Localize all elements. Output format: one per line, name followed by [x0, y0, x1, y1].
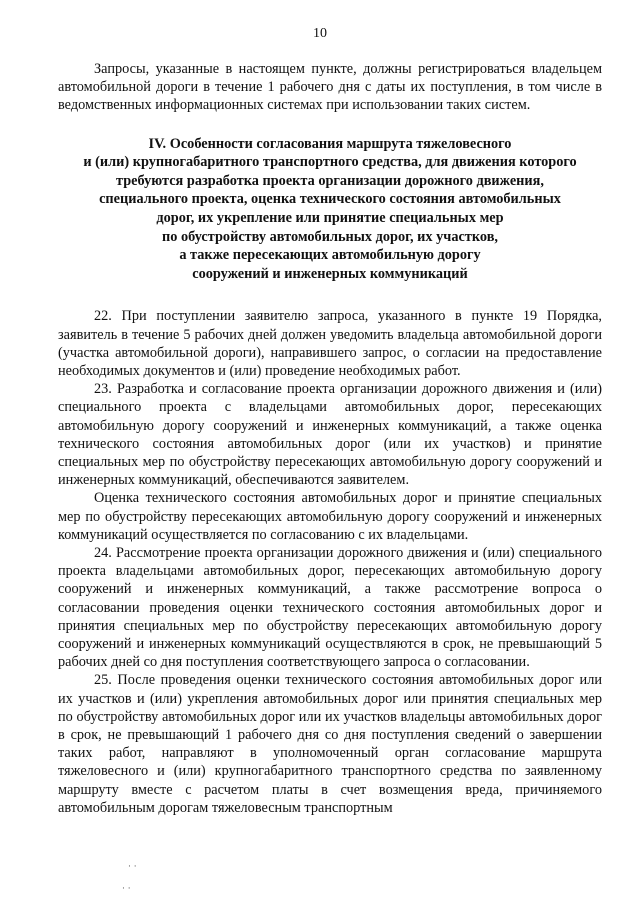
- scan-artifact-mark: · ·: [128, 862, 137, 872]
- page-content: [58, 60, 602, 817]
- paragraph-23-continued: Оценка технического состояния автомобильных дорог и принятие специальных мер по обустройству пересекающих автомобильную дорогу сооружений и инженерных коммуникаций осуществляется по согласованию с их владельцами.: [58, 490, 602, 543]
- section-heading-line: и (или) крупногабаритного транспортного средства, для движения которого: [83, 154, 577, 171]
- paragraph-24: 24. Рассмотрение проекта организации дорожного движения и (или) специального проекта владельцами автомобильных дорог, пересекающих автомобильную дорогу сооружений и инженерных коммуникаций, а также рассмотрение вопроса о согласовании проведения оценки технического состояния автомобильных дорог и принятия специальных мер по обустройству пересекающих автомобильную дорогу сооружений и инженерных коммуникаций осуществляются в срок, не превышающий 5 рабочих дней со дня поступления соответствующего запроса о согласовании.: [58, 545, 602, 671]
- section-heading-line: сооружений и инженерных коммуникаций: [192, 265, 468, 282]
- section-heading-line: дорог, их укрепление или принятие специальных мер: [156, 209, 504, 226]
- section-heading-line: требуются разработка проекта организации дорожного движения,: [116, 172, 544, 189]
- paragraph-23: 23. Разработка и согласование проекта организации дорожного движения и (или) специального проекта с владельцами автомобильных дорог, пересекающих автомобильную дорогу сооружений и инженерных коммуникаций, а также оценка технического состояния автомобильных дорог (или их участков) и принятие специальных мер по обустройству пересекающих автомобильную дорогу сооружений и инженерных коммуникаций, обеспечиваются заявителем.: [58, 381, 602, 489]
- section-heading-line: по обустройству автомобильных дорог, их участков,: [162, 228, 498, 245]
- paragraph-22: 22. При поступлении заявителю запроса, указанного в пункте 19 Порядка, заявитель в течение 5 рабочих дней должен уведомить владельца автомобильной дороги (участка автомобильной дороги), направившего запрос, о согласии на предоставление необходимых документов и (или) проведение необходимых работ.: [58, 308, 602, 379]
- page-number: 10: [313, 26, 327, 41]
- paragraph-25: 25. После проведения оценки технического состояния автомобильных дорог или их участков и (или) укрепления автомобильных дорог или принятия специальных мер по обустройству автомобильных дорог или их участков владельцы автомобильных дорог в срок, не превышающий 1 рабочего дня со дня поступления сведений о завершении таких работ, направляют в уполномоченный орган согласование маршрута тяжеловесного и (или) крупногабаритного транспортного средства по заявленному маршруту вместе с расчетом платы в счет возмещения вреда, причиняемого автомобильным дорогам тяжеловесным транспортным: [58, 672, 602, 816]
- section-heading-line: а также пересекающих автомобильную дорогу: [179, 247, 481, 264]
- section-heading-line: IV. Особенности согласования маршрута тяжеловесного: [148, 135, 512, 152]
- section-heading-line: специального проекта, оценка технического состояния автомобильных: [99, 191, 561, 208]
- intro-paragraph: Запросы, указанные в настоящем пункте, должны регистрироваться владельцем автомобильной дороги в течение 1 рабочего дня с даты их поступления, в том числе в ведомственных информационных системах при использовании таких систем.: [58, 61, 602, 114]
- section-heading: [58, 135, 602, 284]
- scan-artifact-mark: · ·: [122, 884, 131, 894]
